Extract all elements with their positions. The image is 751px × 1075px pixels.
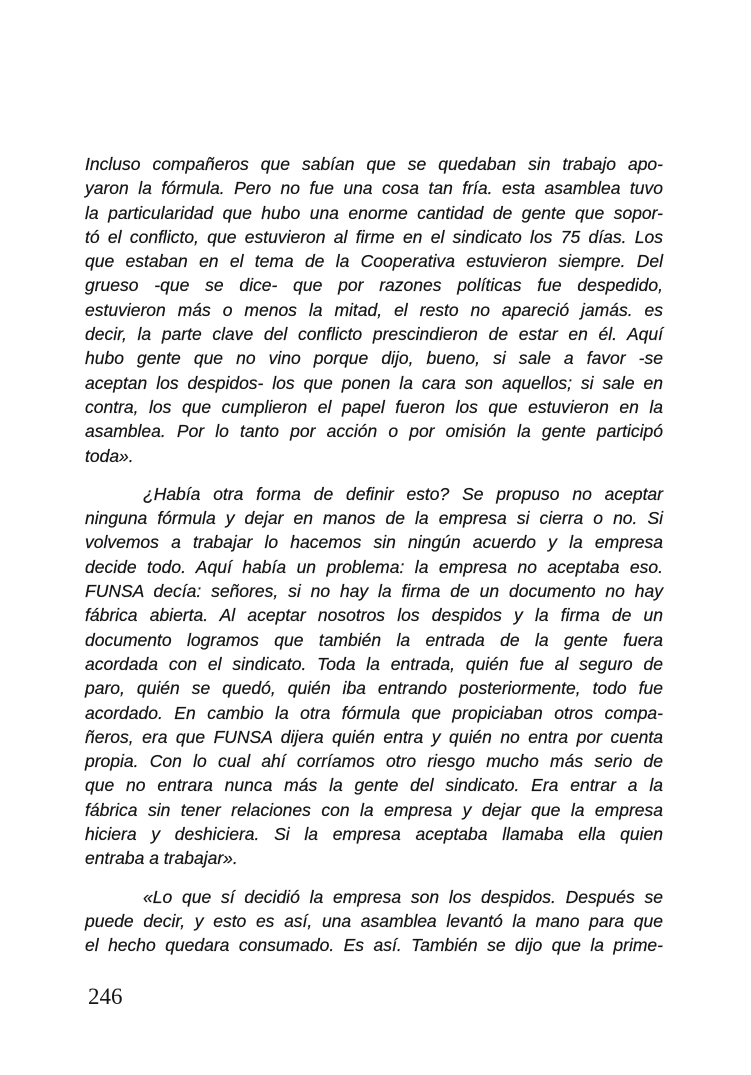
text-line: estuvieron más o menos la mitad, el resto no apareció jamás. es (85, 299, 663, 320)
text-line: grueso -que se dice- que por razones políticas fue despedido, (85, 275, 663, 296)
text-line: contra, los que cumplieron el papel fueron los que estuvieron en la (85, 396, 663, 417)
text-line: FUNSA decía: señores, si no hay la firma de un documento no hay (85, 581, 663, 602)
text-line: puede decir, y esto es así, una asamblea levantó la mano para que (85, 910, 663, 931)
text-line: yaron la fórmula. Pero no fue una cosa tan fría. esta asamblea tuvo (85, 178, 663, 199)
text-line: asamblea. Por lo tanto por acción o por omisión la gente participó (85, 421, 663, 442)
paragraph (85, 885, 663, 958)
text-line: que estaban en el tema de la Cooperativa estuvieron siempre. Del (85, 251, 663, 272)
text-line: hiciera y deshiciera. Si la empresa aceptaba llamaba ella quien (85, 824, 663, 845)
text-line: fábrica abierta. Al aceptar nosotros los despidos y la firma de un (85, 605, 663, 626)
text-line: ninguna fórmula y dejar en manos de la empresa si cierra o no. Si (85, 508, 663, 529)
text-line: decir, la parte clave del conflicto prescindieron de estar en él. Aquí (85, 324, 663, 345)
page-number: 246 (88, 984, 123, 1009)
text-line: decide todo. Aquí había un problema: la empresa no aceptaba eso. (85, 556, 663, 577)
text-line: ñeros, era que FUNSA dijera quién entra y quién no entra por cuenta (85, 726, 663, 747)
text-line: que no entrara nunca más la gente del sindicato. Era entrar a la (85, 775, 663, 796)
text-line: entraba a trabajar». (85, 848, 238, 869)
text-line: fábrica sin tener relaciones con la empresa y dejar que la empresa (85, 799, 663, 820)
text-line: volvemos a trabajar lo hacemos sin ningún acuerdo y la empresa (85, 532, 663, 553)
text-line: la particularidad que hubo una enorme cantidad de gente que sopor- (85, 202, 663, 223)
text-line: toda». (85, 445, 134, 466)
text-line: paro, quién se quedó, quién iba entrando posteriormente, todo fue (85, 678, 663, 699)
text-line: acordado. En cambio la otra fórmula que propiciaban otros compa- (85, 702, 663, 723)
text-line: ¿Había otra forma de definir esto? Se propuso no aceptar (143, 483, 663, 504)
text-line: propia. Con lo cual ahí corríamos otro riesgo mucho más serio de (85, 751, 663, 772)
text-line: «Lo que sí decidió la empresa son los despidos. Después se (143, 886, 663, 907)
text-line: hubo gente que no vino porque dijo, bueno, si sale a favor -se (85, 348, 663, 369)
text-line: acordada con el sindicato. Toda la entrada, quién fue al seguro de (85, 653, 663, 674)
paragraph (85, 152, 663, 468)
text-line: tó el conflicto, que estuvieron al firme en el sindicato los 75 días. Los (85, 226, 663, 247)
text-line: el hecho quedara consumado. Es así. También se dijo que la prime- (85, 935, 663, 956)
text-block (85, 152, 663, 958)
text-line: Incluso compañeros que sabían que se quedaban sin trabajo apo- (85, 154, 663, 174)
text-line: aceptan los despidos- los que ponen la cara son aquellos; si sale en (85, 372, 663, 393)
paragraph (85, 482, 663, 871)
text-line: documento logramos que también la entrada de la gente fuera (85, 629, 663, 650)
